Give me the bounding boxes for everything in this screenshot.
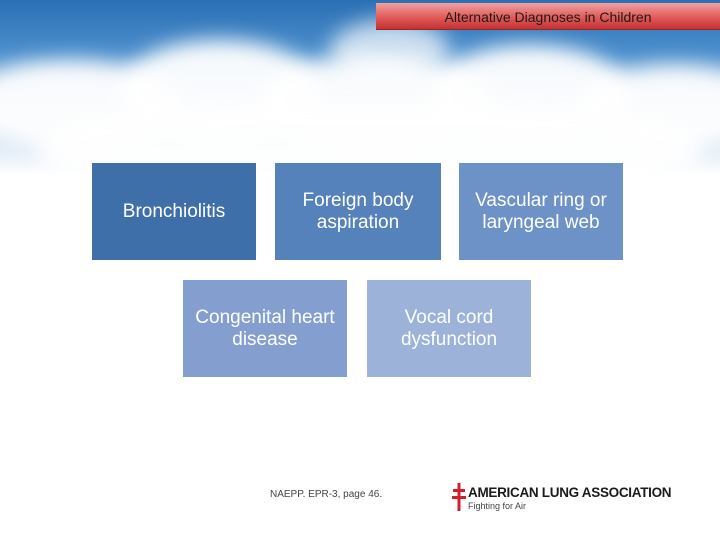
diagnosis-box-congenital-heart-disease	[183, 280, 347, 377]
diagnosis-box-vocal-cord-dysfunction	[367, 280, 531, 377]
diagnosis-label: Vascular ring or laryngeal web	[475, 189, 607, 233]
slide-title-bar	[376, 3, 720, 30]
american-lung-association-logo	[452, 483, 692, 513]
diagnosis-box-bronchiolitis	[92, 163, 256, 260]
diagnosis-box-vascular-ring	[459, 163, 623, 260]
diagnosis-label: Foreign body aspiration	[302, 189, 414, 233]
diagnosis-label: Vocal cord dysfunction	[400, 306, 498, 350]
citation: NAEPP. EPR-3, page 46.	[270, 489, 383, 500]
diagnosis-label: Bronchiolitis	[122, 200, 226, 222]
double-barred-cross-icon	[452, 483, 466, 511]
slide-title: Alternative Diagnoses in Children	[444, 9, 652, 25]
diagnosis-box-foreign-body-aspiration	[275, 163, 441, 260]
diagnosis-label: Congenital heart disease	[195, 306, 335, 350]
logo-name: AMERICAN LUNG ASSOCIATION	[468, 485, 672, 500]
logo-tagline: Fighting for Air	[468, 501, 527, 511]
